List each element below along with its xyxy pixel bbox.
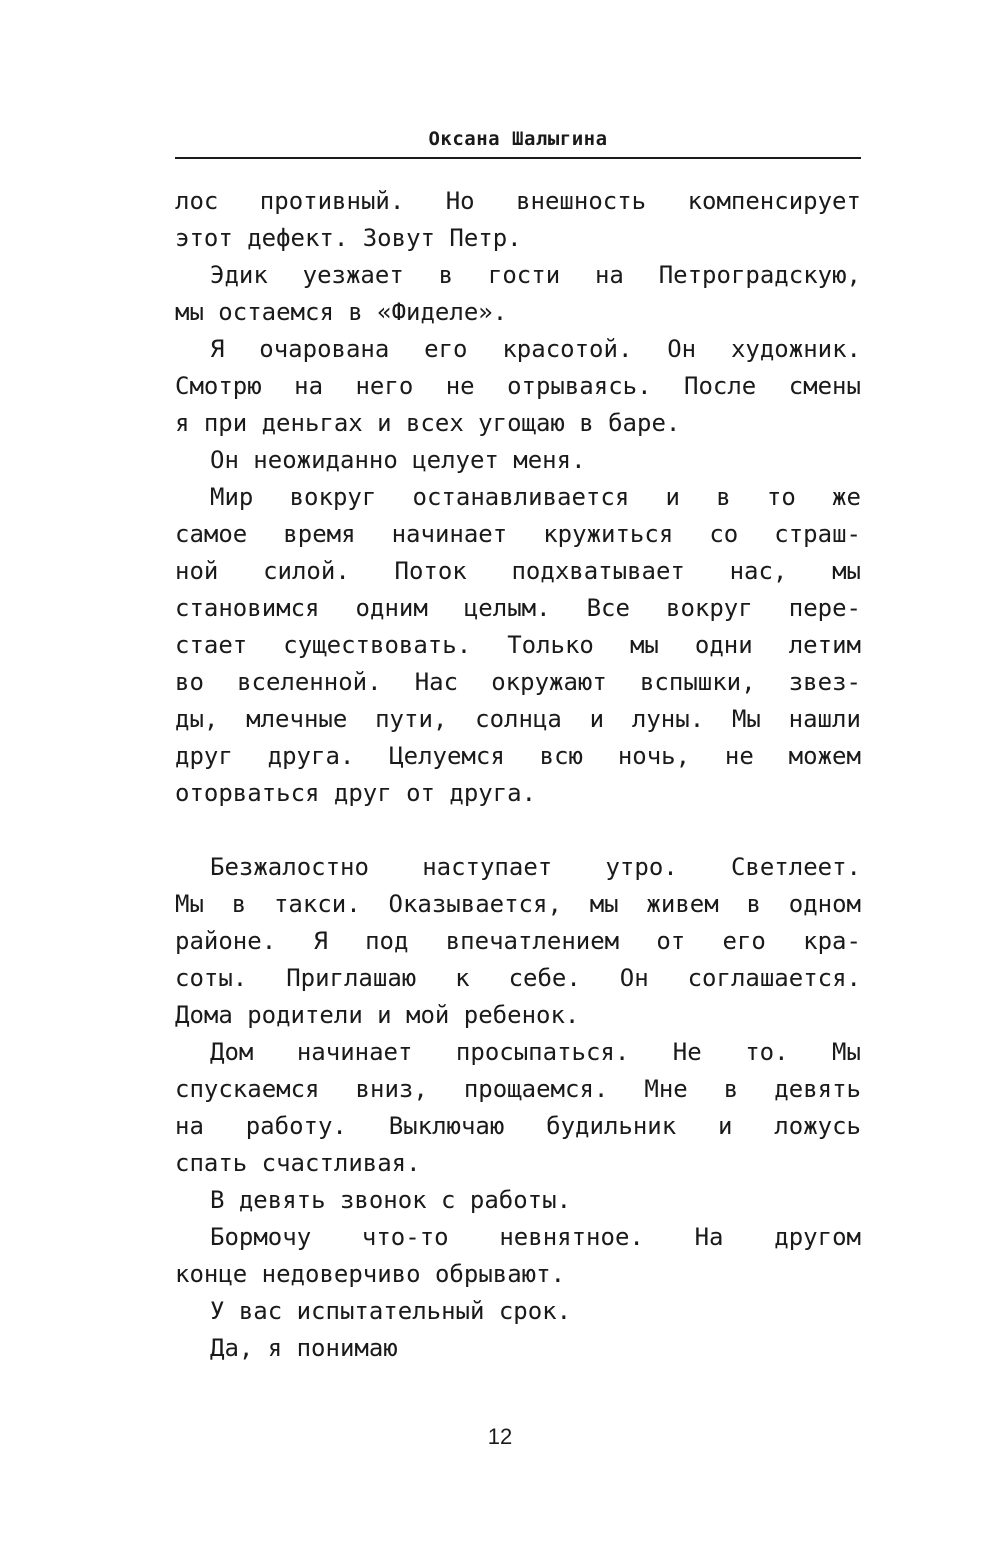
text-line xyxy=(175,1330,861,1367)
word: художник. xyxy=(730,335,861,363)
word: гости xyxy=(487,261,561,289)
word: со xyxy=(709,520,739,548)
word: этот xyxy=(175,224,233,252)
word: недоверчиво xyxy=(261,1260,421,1288)
word: противный. xyxy=(259,187,405,215)
word: девять xyxy=(238,1186,326,1214)
word: красотой. xyxy=(502,335,633,363)
word: мой xyxy=(406,1001,450,1029)
text-line xyxy=(175,479,861,516)
word: во xyxy=(175,668,204,696)
text-line xyxy=(175,368,861,405)
word: баре. xyxy=(608,409,681,437)
text-line xyxy=(175,1108,861,1145)
word: к xyxy=(455,964,470,992)
word: вниз, xyxy=(355,1075,428,1103)
word: Смотрю xyxy=(175,372,262,400)
word: друга. xyxy=(267,742,355,770)
text-line xyxy=(175,664,861,701)
word: Он xyxy=(210,446,239,474)
text-line xyxy=(175,553,861,590)
text-line xyxy=(175,1034,861,1071)
word: обрывают. xyxy=(434,1260,566,1288)
word: звонок xyxy=(339,1186,427,1214)
word: время xyxy=(283,520,356,548)
text-line xyxy=(175,183,861,220)
word: девять xyxy=(774,1075,861,1103)
word: под xyxy=(365,927,409,955)
word: в xyxy=(579,409,594,437)
text-line xyxy=(175,1293,861,1330)
word: же xyxy=(832,483,861,511)
word: существовать. xyxy=(283,631,472,659)
text-line xyxy=(175,886,861,923)
word: мы xyxy=(832,557,861,585)
word: меня. xyxy=(513,446,586,474)
word: понимаю xyxy=(296,1334,398,1362)
word: внешность xyxy=(516,187,647,215)
word: я xyxy=(267,1334,283,1362)
word: Оказывается, xyxy=(388,890,562,918)
text-line xyxy=(175,405,861,442)
text-line xyxy=(175,997,861,1034)
word: ной xyxy=(175,557,219,585)
text-line xyxy=(175,701,861,738)
text-line xyxy=(175,960,861,997)
text-line xyxy=(175,1256,861,1293)
word: силой. xyxy=(263,557,350,585)
word: и xyxy=(718,1112,733,1140)
word: звез- xyxy=(788,668,861,696)
word: Мне xyxy=(644,1075,688,1103)
word: срок. xyxy=(498,1297,572,1325)
word: Целуемся xyxy=(389,742,505,770)
word: что-то xyxy=(361,1223,449,1251)
word: ночь, xyxy=(617,742,691,770)
word: то. xyxy=(745,1038,789,1066)
text-line xyxy=(175,1219,861,1256)
word: стает xyxy=(175,631,248,659)
word: У xyxy=(210,1297,225,1325)
text-line xyxy=(175,627,861,664)
word: вас xyxy=(238,1297,283,1325)
word: прощаемся. xyxy=(463,1075,609,1103)
word: всех xyxy=(405,409,464,437)
word: вспышки, xyxy=(639,668,756,696)
word: при xyxy=(203,409,248,437)
word: кружиться xyxy=(543,520,674,548)
word: очарована xyxy=(259,335,390,363)
word: Мы xyxy=(832,1038,861,1066)
word: Зовут xyxy=(362,224,435,252)
word: останавливается xyxy=(412,483,630,511)
word: Только xyxy=(507,631,594,659)
word: одном xyxy=(788,890,861,918)
text-line xyxy=(175,923,861,960)
word: Поток xyxy=(394,557,467,585)
word: страш- xyxy=(774,520,861,548)
text-line xyxy=(175,442,861,479)
word: него xyxy=(355,372,414,400)
word: Петроградскую, xyxy=(658,261,861,289)
word: самое xyxy=(175,520,248,548)
word: целым. xyxy=(463,594,551,622)
word: Мы xyxy=(175,890,204,918)
word: остаемся xyxy=(218,298,334,326)
word: Да, xyxy=(210,1334,254,1362)
word: просыпаться. xyxy=(455,1038,630,1066)
word: смены xyxy=(788,372,861,400)
word: в xyxy=(723,1075,739,1103)
text-line xyxy=(175,257,861,294)
page-number: 12 xyxy=(487,1424,513,1449)
word: счастливая. xyxy=(261,1149,421,1177)
word: Все xyxy=(586,594,630,622)
word: компенсирует xyxy=(687,187,861,215)
word: друга. xyxy=(449,779,537,807)
word: Я xyxy=(313,927,328,955)
word: летим xyxy=(788,631,861,659)
word: луны. xyxy=(631,705,705,733)
word: мы xyxy=(589,890,619,918)
word: друг xyxy=(175,742,233,770)
word: Он xyxy=(667,335,697,363)
word: начинает xyxy=(391,520,508,548)
word: После xyxy=(684,372,757,400)
text-line xyxy=(175,1182,861,1219)
word: с xyxy=(441,1186,456,1214)
word: одним xyxy=(355,594,428,622)
word: Эдик xyxy=(210,261,268,289)
word: наступает xyxy=(422,853,553,881)
text-line xyxy=(175,1071,861,1108)
word: Он xyxy=(619,964,649,992)
word: работу. xyxy=(245,1112,347,1140)
word: конце xyxy=(175,1260,248,1288)
word: окружают xyxy=(491,668,607,696)
word: ребенок. xyxy=(463,1001,580,1029)
word: другом xyxy=(774,1223,861,1251)
word: спускаемся xyxy=(175,1075,320,1103)
word: ложусь xyxy=(774,1112,861,1140)
word: не xyxy=(445,372,475,400)
word: Дом xyxy=(210,1038,254,1066)
word: и xyxy=(377,1001,392,1029)
word: я xyxy=(175,409,190,437)
word: от xyxy=(406,779,435,807)
word: Петр. xyxy=(449,224,522,252)
word: работы. xyxy=(469,1186,572,1214)
word: в xyxy=(438,261,454,289)
word: то xyxy=(766,483,796,511)
text-line xyxy=(175,738,861,775)
body-text xyxy=(175,183,861,1367)
word: подхватывает xyxy=(511,557,685,585)
word: уезжает xyxy=(302,261,404,289)
word: его xyxy=(424,335,468,363)
word: его xyxy=(722,927,766,955)
word: в xyxy=(231,890,247,918)
word: мы xyxy=(629,631,659,659)
word: на xyxy=(175,1112,204,1140)
word: неожиданно xyxy=(253,446,398,474)
word: соты. xyxy=(175,964,248,992)
word: одни xyxy=(694,631,753,659)
word: спать xyxy=(175,1149,248,1177)
blank-line xyxy=(175,812,861,849)
header-rule xyxy=(175,157,861,159)
word: Нас xyxy=(414,668,459,696)
text-line xyxy=(175,331,861,368)
word: На xyxy=(694,1223,724,1251)
word: становимся xyxy=(175,594,320,622)
word: утро. xyxy=(605,853,678,881)
word: нашли xyxy=(788,705,861,733)
word: Безжалостно xyxy=(210,853,369,881)
word: деньгах xyxy=(261,409,363,437)
word: и xyxy=(589,705,605,733)
word: соглашается. xyxy=(687,964,861,992)
word: Я xyxy=(210,335,225,363)
word: Выключаю xyxy=(388,1112,505,1140)
word: испытательный xyxy=(296,1297,485,1325)
word: В xyxy=(210,1186,225,1214)
word: в xyxy=(716,483,731,511)
word: такси. xyxy=(273,890,361,918)
word: вселенной. xyxy=(237,668,382,696)
word: млечные xyxy=(246,705,348,733)
word: Дома xyxy=(175,1001,233,1029)
text-line xyxy=(175,220,861,257)
word: Мир xyxy=(210,483,254,511)
word: на xyxy=(294,372,324,400)
text-line xyxy=(175,849,861,886)
word: отрываясь. xyxy=(507,372,652,400)
word: пути, xyxy=(375,705,448,733)
word: будильник xyxy=(546,1112,677,1140)
word: от xyxy=(656,927,686,955)
word: Но xyxy=(445,187,475,215)
word: можем xyxy=(788,742,861,770)
word: солнца xyxy=(475,705,562,733)
word: Приглашаю xyxy=(286,964,417,992)
word: родители xyxy=(247,1001,363,1029)
word: начинает xyxy=(296,1038,413,1066)
text-line xyxy=(175,516,861,553)
word: друг xyxy=(333,779,392,807)
word: пере- xyxy=(788,594,861,622)
word: «Фиделе». xyxy=(377,298,508,326)
word: целует xyxy=(412,446,499,474)
word: мы xyxy=(175,298,204,326)
text-line xyxy=(175,590,861,627)
word: Не xyxy=(672,1038,702,1066)
word: всю xyxy=(539,742,583,770)
word: в xyxy=(746,890,761,918)
word: в xyxy=(348,298,363,326)
word: Мы xyxy=(731,705,761,733)
word: вокруг xyxy=(289,483,377,511)
word: дефект. xyxy=(247,224,349,252)
word: лос xyxy=(175,187,219,215)
word: невнятное. xyxy=(499,1223,644,1251)
word: кра- xyxy=(803,927,861,955)
word: на xyxy=(594,261,624,289)
word: угощаю xyxy=(478,409,565,437)
word: Бормочу xyxy=(210,1223,312,1251)
word: и xyxy=(665,483,680,511)
word: впечатлением xyxy=(445,927,620,955)
word: оторваться xyxy=(175,779,320,807)
word: не xyxy=(724,742,754,770)
text-line xyxy=(175,294,861,331)
word: живем xyxy=(646,890,719,918)
word: Светлеет. xyxy=(730,853,861,881)
word: вокруг xyxy=(666,594,753,622)
word: нас, xyxy=(729,557,788,585)
text-line xyxy=(175,1145,861,1182)
word: себе. xyxy=(508,964,581,992)
word: районе. xyxy=(175,927,277,955)
running-head-author: Оксана Шалыгина xyxy=(428,128,608,150)
word: и xyxy=(377,409,392,437)
word: ды, xyxy=(175,705,219,733)
text-line xyxy=(175,775,861,812)
